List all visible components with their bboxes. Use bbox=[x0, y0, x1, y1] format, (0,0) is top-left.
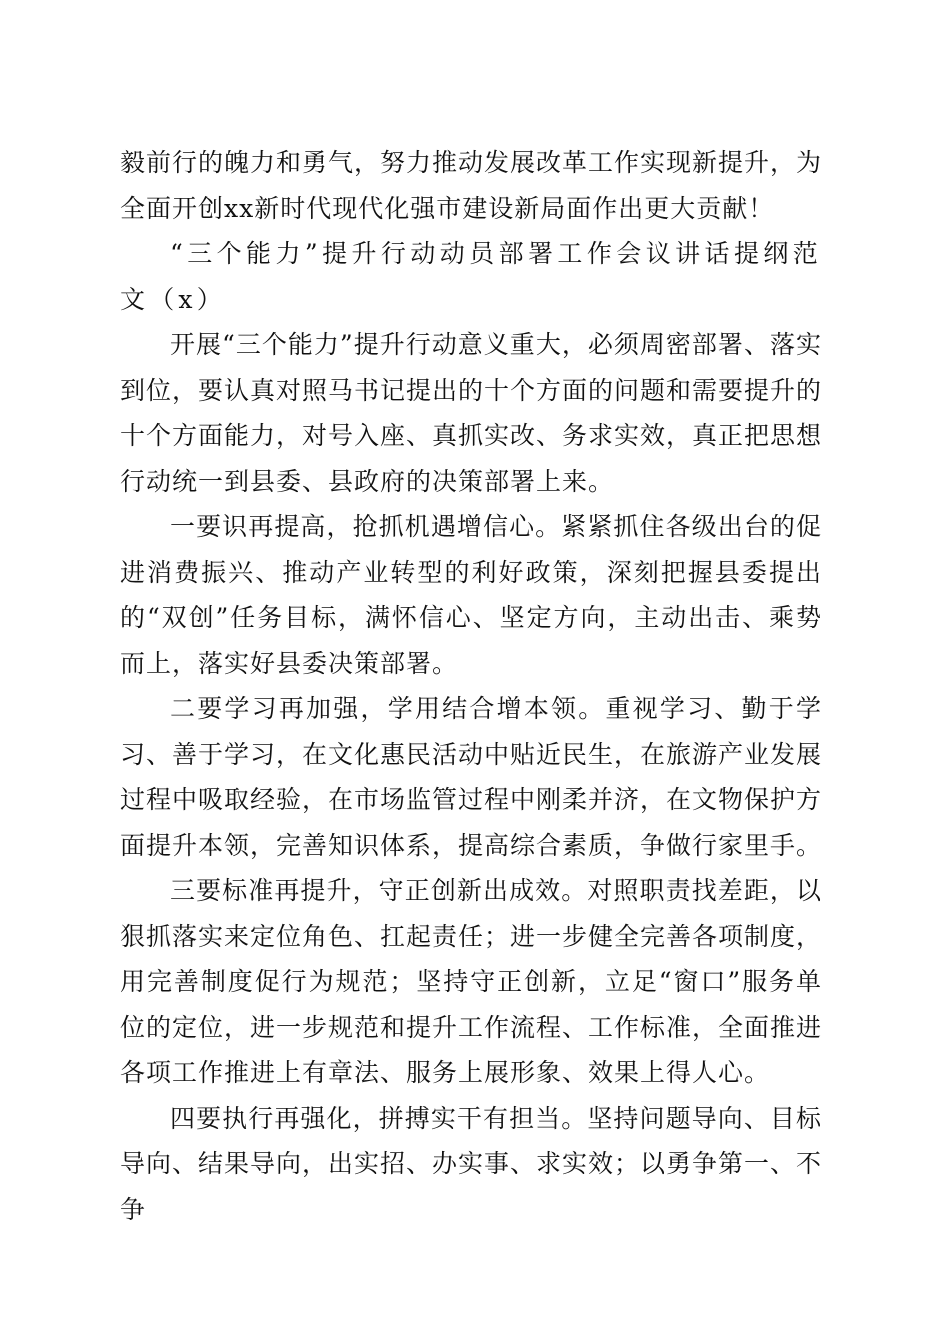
section-title: “三个能力”提升行动动员部署工作会议讲话提纲范文（x） bbox=[120, 239, 822, 314]
document-body bbox=[120, 140, 822, 1232]
paragraph-continuation: 毅前行的魄力和勇气，努力推动发展改革工作实现新提升，为全面开创xx新时代现代化强市建设新局面作出更大贡献！ bbox=[120, 148, 823, 223]
paragraph-point-2: 二要学习再加强，学用结合增本领。重视学习、勤于学习、善于学习，在文化惠民活动中贴近民生，在旅游产业发展过程中吸取经验，在市场监管过程中刚柔并济，在文物保护方面提升本领，完善知识体系，提高综合素质，争做行家里手。 bbox=[120, 694, 823, 860]
paragraph-intro: 开展“三个能力”提升行动意义重大，必须周密部署、落实到位，要认真对照马书记提出的十个方面的问题和需要提升的十个方面能力，对号入座、真抓实改、务求实效，真正把思想行动统一到县委、县政府的决策部署上来。 bbox=[120, 330, 823, 496]
paragraph-point-3: 三要标准再提升，守正创新出成效。对照职责找差距，以狠抓落实来定位角色、扛起责任；进一步健全完善各项制度，用完善制度促行为规范；坚持守正创新，立足“窗口”服务单位的定位，进一步规范和提升工作流程、工作标准，全面推进各项工作推进上有章法、服务上展形象、效果上得人心。 bbox=[120, 876, 823, 1087]
paragraph-point-1: 一要识再提高，抢抓机遇增信心。紧紧抓住各级出台的促进消费振兴、推动产业转型的利好政策，深刻把握县委提出的“双创”任务目标，满怀信心、坚定方向，主动出击、乘势而上，落实好县委决策部署。 bbox=[120, 512, 822, 678]
paragraph-point-4: 四要执行再强化，拼搏实干有担当。坚持问题导向、目标导向、结果导向，出实招、办实事、求实效；以勇争第一、不争 bbox=[120, 1103, 823, 1224]
